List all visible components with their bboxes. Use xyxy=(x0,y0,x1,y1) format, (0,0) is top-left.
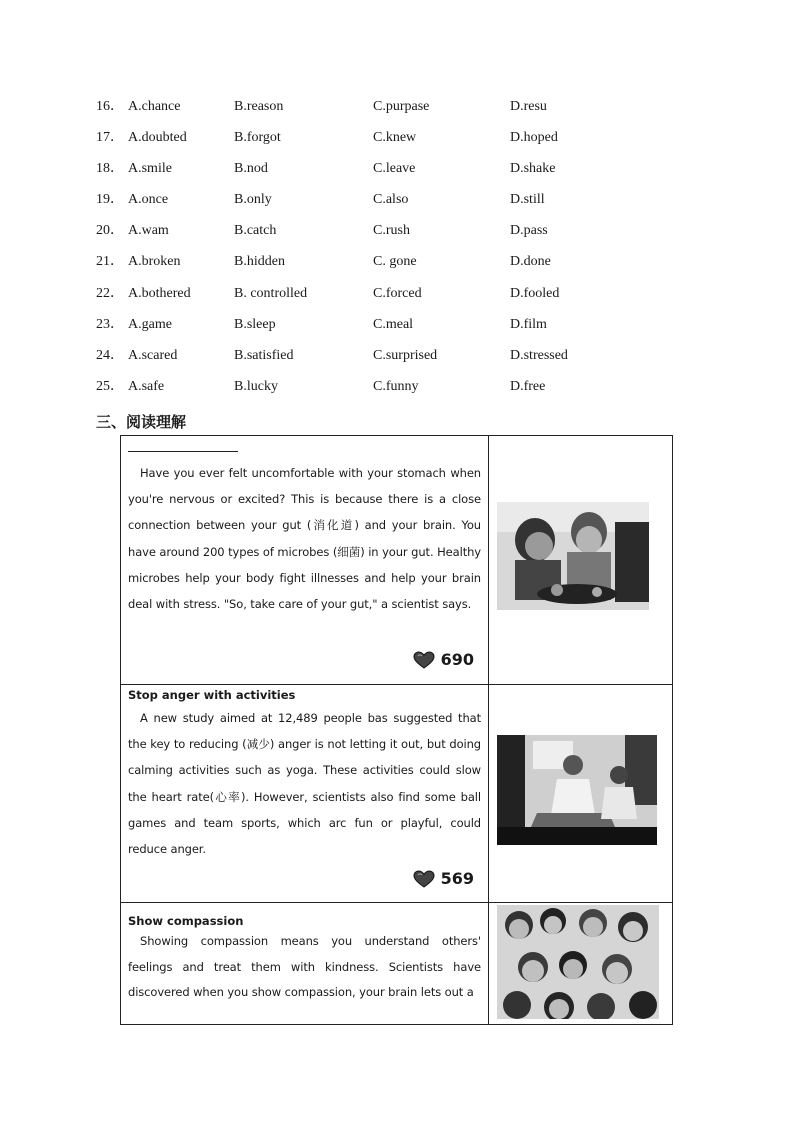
question-number: 21． xyxy=(96,254,124,270)
option-c: C. gone xyxy=(373,254,417,270)
option-a: A.scared xyxy=(128,347,178,363)
option-a: A.chance xyxy=(128,99,181,114)
question-number: 17． xyxy=(96,130,124,146)
like-count xyxy=(413,650,474,669)
option-a: A.game xyxy=(128,316,172,332)
like-number: 690 xyxy=(440,650,474,669)
options-list xyxy=(96,96,716,407)
post-title: Stop anger with activities xyxy=(128,688,296,702)
question-row xyxy=(96,283,716,314)
post-image-cell xyxy=(489,685,672,902)
question-number: 18． xyxy=(96,161,124,177)
option-a: A.safe xyxy=(128,378,165,394)
question-number: 16． xyxy=(96,99,124,114)
option-b: B.only xyxy=(234,192,272,208)
post-row xyxy=(121,685,672,903)
option-c: C.also xyxy=(373,192,409,208)
post-title-blank xyxy=(128,436,238,452)
post-image-cell xyxy=(489,903,672,1024)
post-body: Have you ever felt uncomfortable with your stomach when you're nervous or excited? This is because there is a close connection between your gut (消化道) and your brain. You have around 200 types of microbes (细菌) in your gut. Healthy microbes help your body fight illnesses and help your brain deal with stress. "So, take care of your gut," a scientist says. xyxy=(128,466,481,612)
option-a: A.once xyxy=(128,192,169,208)
option-a: A.doubted xyxy=(128,130,187,146)
option-b: B.forgot xyxy=(234,130,281,146)
option-b: B.catch xyxy=(234,223,277,239)
yoga-photo xyxy=(497,735,657,845)
option-c: C.leave xyxy=(373,161,416,177)
question-number: 23． xyxy=(96,316,124,332)
option-d: D.shake xyxy=(510,161,556,177)
option-c: C.forced xyxy=(373,285,422,301)
option-a: A.bothered xyxy=(128,285,191,301)
question-number: 19． xyxy=(96,192,124,208)
option-d: D.film xyxy=(510,316,547,332)
option-d: D.done xyxy=(510,254,551,270)
like-number: 569 xyxy=(440,869,474,888)
option-c: C.knew xyxy=(373,130,417,146)
reading-table xyxy=(120,435,673,1025)
question-row xyxy=(96,314,716,345)
option-a: A.wam xyxy=(128,223,169,239)
option-c: C.rush xyxy=(373,223,410,239)
option-b: B.hidden xyxy=(234,254,285,270)
option-c: C.surprised xyxy=(373,347,438,363)
option-c: C.purpase xyxy=(373,99,430,114)
section-title: 三、阅读理解 xyxy=(96,413,187,431)
post-text-cell xyxy=(121,685,489,902)
option-d: D.resu xyxy=(510,99,547,114)
question-row xyxy=(96,251,716,282)
question-number: 25． xyxy=(96,378,124,394)
post-row xyxy=(121,436,672,685)
option-c: C.meal xyxy=(373,316,414,332)
option-d: D.still xyxy=(510,192,545,208)
option-d: D.stressed xyxy=(510,347,568,363)
option-c: C.funny xyxy=(373,378,419,394)
question-row xyxy=(96,345,716,376)
option-b: B.reason xyxy=(234,99,284,114)
option-d: D.pass xyxy=(510,223,548,239)
like-count xyxy=(413,869,474,888)
post-body: A new study aimed at 12,489 people bas suggested that the key to reducing (减少) anger is not letting it out, but doing calming activities such as yoga. These activities could slow the heart rate(心率). However, scientists also find some ball games and team sports, which arc fun or playful, could reduce anger. xyxy=(128,711,481,857)
heart-icon xyxy=(413,870,435,888)
question-number: 22． xyxy=(96,285,124,301)
question-row xyxy=(96,158,716,189)
option-d: D.fooled xyxy=(510,285,560,301)
question-row xyxy=(96,220,716,251)
smiling-kids-photo xyxy=(497,905,659,1019)
question-row xyxy=(96,96,716,127)
heart-icon xyxy=(413,651,435,669)
post-image-cell xyxy=(489,436,672,684)
post-row xyxy=(121,903,672,1024)
option-d: D.hoped xyxy=(510,130,558,146)
option-b: B.nod xyxy=(234,161,268,177)
post-title: Show compassion xyxy=(128,914,244,928)
option-b: B.sleep xyxy=(234,316,276,332)
children-eating-photo xyxy=(497,502,649,610)
question-row xyxy=(96,376,716,407)
option-d: D.free xyxy=(510,378,546,394)
post-text-cell xyxy=(121,436,489,684)
post-body: Showing compassion means you understand others' feelings and treat them with kindness. Scientists have discovered when you show compassion, your brain lets out a xyxy=(128,934,481,999)
post-text-cell xyxy=(121,903,489,1024)
option-b: B.satisfied xyxy=(234,347,294,363)
question-row xyxy=(96,127,716,158)
question-row xyxy=(96,189,716,220)
question-number: 20． xyxy=(96,223,124,239)
option-a: A.smile xyxy=(128,161,172,177)
option-a: A.broken xyxy=(128,254,181,270)
option-b: B.lucky xyxy=(234,378,278,394)
question-number: 24． xyxy=(96,347,124,363)
option-b: B. controlled xyxy=(234,285,308,301)
